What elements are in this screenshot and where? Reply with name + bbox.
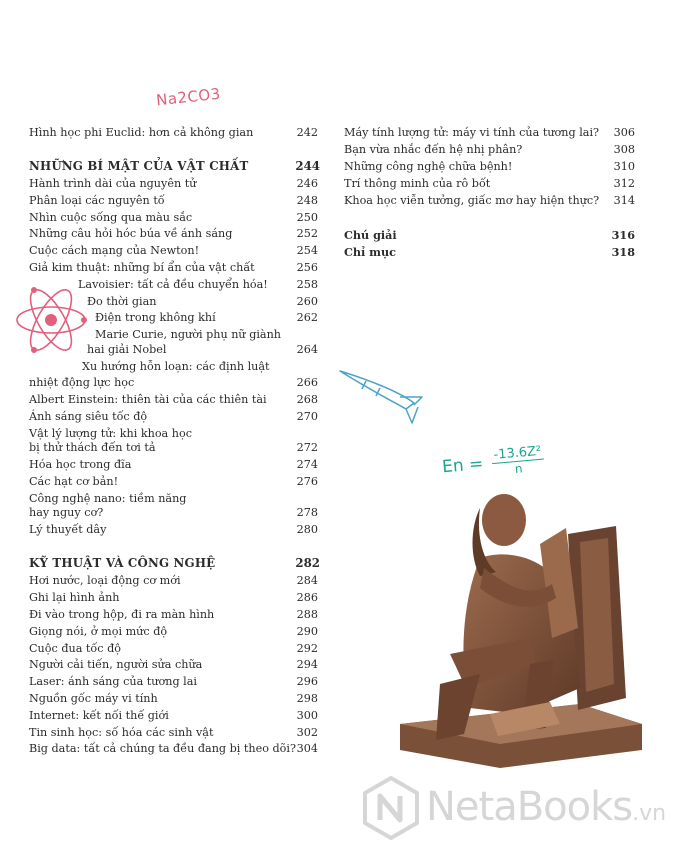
toc-page: 280 xyxy=(296,523,318,536)
toc-entry-line2[interactable]: bị thử thách đến tơi tả xyxy=(29,441,156,454)
toc-entry[interactable]: Các hạt cơ bản! xyxy=(29,475,119,488)
toc-entry[interactable]: Đo thời gian xyxy=(87,295,157,308)
formula-numerator: -13.6Z² xyxy=(491,444,544,464)
toc-page: 302 xyxy=(296,726,318,739)
toc-entry[interactable]: Xu hướng hỗn loạn: các định luật xyxy=(82,360,270,373)
toc-entry-line2[interactable]: hai giải Nobel xyxy=(87,343,167,356)
toc-page: 318 xyxy=(611,245,635,259)
toc-entry[interactable]: Vật lý lượng tử: khi khoa học xyxy=(29,427,192,440)
toc-page: 294 xyxy=(296,658,318,671)
toc-entry[interactable]: Giả kim thuật: những bí ẩn của vật chất xyxy=(29,261,255,274)
toc-entry[interactable]: Ghi lại hình ảnh xyxy=(29,591,120,604)
formula-denominator: n xyxy=(514,461,524,477)
toc-entry[interactable]: Giọng nói, ở mọi mức độ xyxy=(29,625,168,638)
toc-page: 268 xyxy=(296,393,318,406)
toc-entry-glossary[interactable]: Chú giải xyxy=(344,228,397,242)
toc-entry[interactable]: Những công nghệ chữa bệnh! xyxy=(344,160,513,173)
netabooks-logo-icon xyxy=(362,776,420,840)
toc-entry[interactable]: Lavoisier: tất cả đều chuyển hóa! xyxy=(78,278,268,291)
watermark-suffix: .vn xyxy=(632,801,667,826)
toc-page: 246 xyxy=(296,177,318,190)
toc-entry[interactable]: Phân loại các nguyên tố xyxy=(29,194,165,207)
toc-page: 274 xyxy=(296,458,318,471)
toc-entry[interactable]: Laser: ánh sáng của tương lai xyxy=(29,675,197,688)
toc-page: 308 xyxy=(613,143,635,156)
toc-page: 254 xyxy=(296,244,318,257)
toc-page: 272 xyxy=(296,441,318,454)
toc-page: 284 xyxy=(296,574,318,587)
toc-page: 242 xyxy=(296,126,318,139)
na2co3-annotation: Na2CO3 xyxy=(155,84,222,110)
toc-page: 250 xyxy=(296,211,318,224)
watermark-brand xyxy=(426,784,666,830)
toc-page: 264 xyxy=(296,343,318,356)
section-page: 244 xyxy=(295,159,320,173)
section-title-engineering-technology[interactable]: KỸ THUẬT VÀ CÔNG NGHỆ xyxy=(29,556,216,570)
toc-page: 262 xyxy=(296,311,318,324)
toc-page: 260 xyxy=(296,295,318,308)
toc-entry[interactable]: Hành trình dài của nguyên tử xyxy=(29,177,197,190)
toc-entry[interactable]: Khoa học viễn tưởng, giấc mơ hay hiện thực? xyxy=(344,194,600,207)
watermark-brand-text: NetaBooks xyxy=(426,784,633,830)
toc-page: 266 xyxy=(296,376,318,389)
toc-entry[interactable]: Nguồn gốc máy vi tính xyxy=(29,692,158,705)
toc-entry[interactable]: Bạn vừa nhắc đến hệ nhị phân? xyxy=(344,143,523,156)
toc-entry[interactable]: Cuộc cách mạng của Newton! xyxy=(29,244,200,257)
toc-page: 252 xyxy=(296,227,318,240)
toc-entry[interactable]: Lý thuyết dây xyxy=(29,523,107,536)
toc-page: 288 xyxy=(296,608,318,621)
atom-doodle xyxy=(13,282,89,358)
pascal-statue-image xyxy=(380,488,650,770)
toc-entry[interactable]: Máy tính lượng tử: máy vi tính của tương lai? xyxy=(344,126,600,139)
toc-entry-non-euclid[interactable]: Hình học phi Euclid: hơn cả không gian xyxy=(29,126,254,139)
toc-page: 306 xyxy=(613,126,635,139)
energy-formula-annotation xyxy=(441,444,545,483)
toc-page: 314 xyxy=(613,194,635,207)
toc-page: 256 xyxy=(296,261,318,274)
toc-entry[interactable]: Điện trong không khí xyxy=(95,311,216,324)
toc-entry[interactable]: Internet: kết nối thế giới xyxy=(29,709,169,722)
toc-page: 290 xyxy=(296,625,318,638)
toc-page: 276 xyxy=(296,475,318,488)
toc-entry[interactable]: Cuộc đua tốc độ xyxy=(29,642,121,655)
toc-page: 248 xyxy=(296,194,318,207)
toc-entry-line2[interactable]: nhiệt động lực học xyxy=(29,376,135,389)
toc-page: 310 xyxy=(613,160,635,173)
toc-entry[interactable]: Công nghệ nano: tiềm năng xyxy=(29,492,187,505)
toc-entry[interactable]: Nhìn cuộc sống qua màu sắc xyxy=(29,211,193,224)
toc-entry[interactable]: Big data: tất cả chúng ta đều đang bị theo dõi? xyxy=(29,742,296,755)
toc-entry[interactable]: Ánh sáng siêu tốc độ xyxy=(29,410,148,423)
toc-entry[interactable]: Marie Curie, người phụ nữ giành xyxy=(95,328,282,341)
toc-page: 304 xyxy=(296,742,318,755)
toc-page: 316 xyxy=(611,228,635,242)
section-title-secrets-of-matter[interactable]: NHỮNG BÍ MẬT CỦA VẬT CHẤT xyxy=(29,159,249,173)
toc-entry[interactable]: Hóa học trong đĩa xyxy=(29,458,132,471)
toc-entry[interactable]: Những câu hỏi hóc búa về ánh sáng xyxy=(29,227,233,240)
formula-lhs: En = xyxy=(441,453,485,478)
toc-page: 258 xyxy=(296,278,318,291)
toc-entry[interactable]: Albert Einstein: thiên tài của các thiên tài xyxy=(29,393,267,406)
toc-entry-index[interactable]: Chỉ mục xyxy=(344,245,396,259)
toc-page: 270 xyxy=(296,410,318,423)
toc-page: 312 xyxy=(613,177,635,190)
section-page: 282 xyxy=(295,556,320,570)
toc-entry[interactable]: Tin sinh học: số hóa các sinh vật xyxy=(29,726,214,739)
toc-entry[interactable]: Đi vào trong hộp, đi ra màn hình xyxy=(29,608,215,621)
toc-page: 296 xyxy=(296,675,318,688)
toc-page: 300 xyxy=(296,709,318,722)
toc-entry[interactable]: Hơi nước, loại động cơ mới xyxy=(29,574,181,587)
toc-entry-line2[interactable]: hay nguy cơ? xyxy=(29,506,104,519)
toc-page: 298 xyxy=(296,692,318,705)
toc-entry[interactable]: Trí thông minh của rô bốt xyxy=(344,177,491,190)
toc-page: 278 xyxy=(296,506,318,519)
rocket-doodle xyxy=(336,365,428,427)
toc-entry[interactable]: Người cải tiến, người sửa chữa xyxy=(29,658,203,671)
toc-page: 286 xyxy=(296,591,318,604)
toc-page: 292 xyxy=(296,642,318,655)
